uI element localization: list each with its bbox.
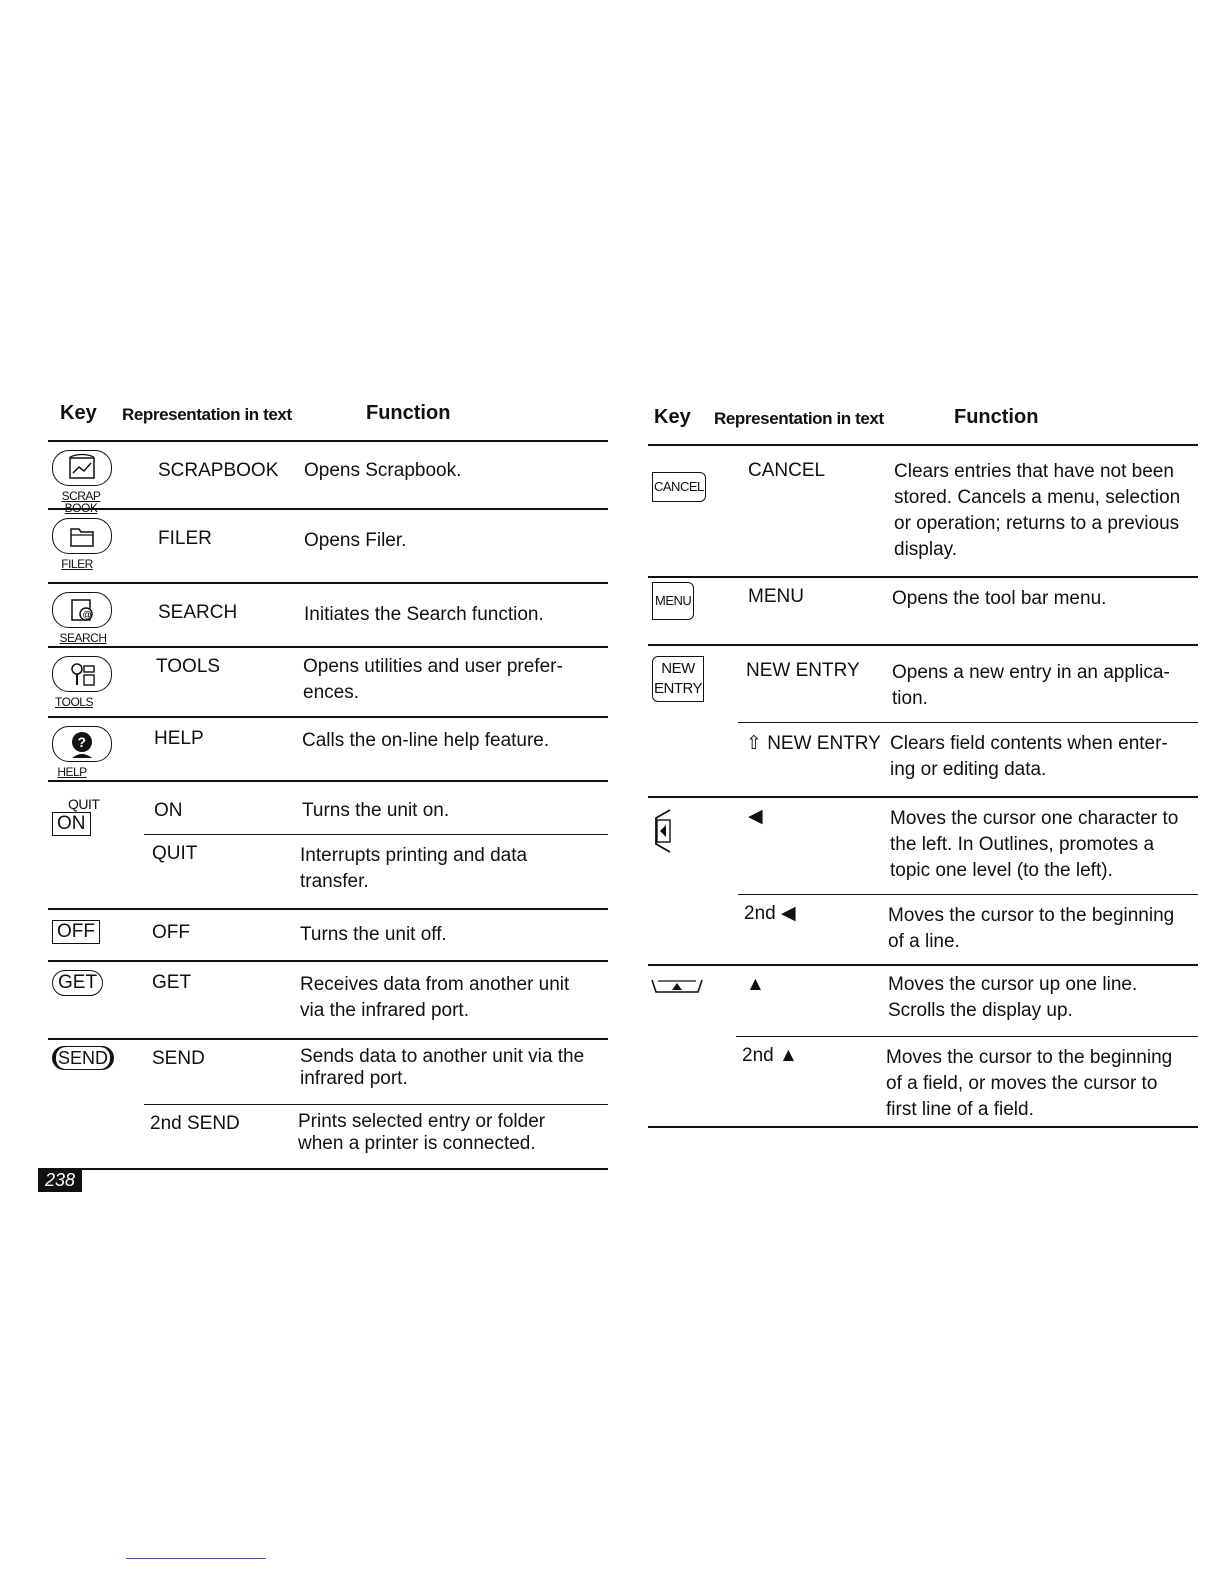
rep-filer: FILER: [158, 528, 212, 549]
send-key-label: SEND: [58, 1048, 109, 1068]
fn-get: Receives data from another unit via the infrared port.: [300, 974, 570, 1021]
rep-scrapbook: SCRAPBOOK: [158, 460, 279, 481]
sub-quit: [144, 834, 608, 907]
sub-send: [144, 1040, 608, 1104]
rep-shiftnewentry: ⇧ NEW ENTRY: [746, 733, 881, 754]
sub-on: [144, 782, 608, 834]
fn-tools: Opens utilities and user prefer-ences.: [303, 656, 563, 703]
svg-text:@: @: [82, 609, 92, 620]
fn-search: Initiates the Search function.: [304, 604, 544, 625]
page-number: 238: [38, 1168, 82, 1192]
fn-send2: Prints selected entry or folder when a printer is connected.: [298, 1111, 546, 1154]
rep-quit: QUIT: [152, 843, 198, 864]
rep-menu: MENU: [748, 586, 804, 607]
row-filer: [48, 510, 608, 584]
fn-shiftnewentry: Clears field contents when enter-ing or editing data.: [890, 733, 1168, 780]
rep-on: ON: [154, 800, 183, 821]
sub-send2: [144, 1104, 608, 1167]
row-off: [48, 912, 608, 962]
on-key-box: ON: [52, 812, 91, 836]
help-key-label: HELP: [57, 765, 87, 779]
scrapbook-key-icon: [52, 450, 112, 486]
rep-newentry: NEW ENTRY: [746, 660, 860, 681]
rep-cancel: CANCEL: [748, 460, 826, 481]
fn-menu: Opens the tool bar menu.: [892, 588, 1107, 609]
search-icon: [52, 592, 112, 628]
help-icon: [52, 726, 112, 762]
left-arrow-key-icon: [650, 808, 676, 854]
footer-line: [126, 1558, 266, 1559]
send-key-button: [52, 1046, 114, 1070]
fn-up-arrow: Moves the cursor up one line. Scrolls the display up.: [888, 974, 1138, 1021]
left-key-table: [48, 398, 608, 1170]
right-key-table: [648, 402, 1198, 1128]
row-send: [48, 1040, 608, 1170]
fn-filer: Opens Filer.: [304, 530, 407, 551]
rep-left-arrow: ◀: [748, 806, 763, 827]
row-search: [48, 584, 608, 648]
up-arrow-key-icon: [650, 976, 704, 996]
sub-left-arrow2: [738, 894, 1198, 963]
search-key: [52, 592, 132, 644]
row-newentry: [648, 646, 1198, 798]
rep-off: OFF: [152, 922, 190, 943]
filer-key-label: FILER: [61, 557, 93, 571]
header-function: Function: [954, 406, 1039, 428]
sub-left-arrow: [738, 798, 1198, 894]
fn-up-arrow2: Moves the cursor to the beginning of a field, or moves the cursor to first line of a field.: [886, 1047, 1173, 1120]
fn-quit: Interrupts printing and data transfer.: [300, 845, 528, 892]
rep-left-arrow2: 2nd ◀: [744, 903, 796, 924]
row-tools: [48, 648, 608, 718]
on-key: [52, 796, 132, 836]
rep-get: GET: [152, 972, 192, 993]
fn-left-arrow2: Moves the cursor to the beginning of a line.: [888, 905, 1175, 952]
send-key: [52, 1046, 132, 1070]
fn-cancel: Clears entries that have not been stored. Cancels a menu, selection or operation; returns to a previous display.: [894, 461, 1181, 560]
cancel-key-box: CANCEL: [652, 472, 706, 502]
rep-send: SEND: [152, 1048, 205, 1069]
rep-send2: 2nd SEND: [150, 1113, 240, 1134]
row-menu: [648, 578, 1198, 646]
scrapbook-key-label: SCRAP BOOK: [61, 489, 101, 515]
row-help: [48, 718, 608, 782]
scrapbook-key: [52, 450, 132, 514]
menu-key: [652, 582, 732, 620]
new-entry-key-label-entry: ENTRY: [654, 680, 703, 697]
fn-off: Turns the unit off.: [300, 924, 447, 945]
header-key: Key: [60, 402, 97, 424]
rep-search: SEARCH: [158, 602, 238, 623]
tools-key-label: TOOLS: [55, 695, 93, 709]
left-arrow-key: [650, 808, 730, 859]
help-key: [52, 726, 132, 778]
rep-up-arrow2: 2nd ▲: [742, 1045, 798, 1066]
fn-on: Turns the unit on.: [302, 800, 450, 821]
tools-icon: [52, 656, 112, 692]
new-entry-key-box: [652, 656, 704, 702]
cancel-key: [652, 472, 732, 502]
folder-icon: [52, 518, 112, 554]
off-key-box: OFF: [52, 920, 100, 944]
header-key: Key: [654, 406, 691, 428]
row-left-arrow: [648, 798, 1198, 966]
fn-send: Sends data to another unit via the infrared port.: [300, 1046, 585, 1089]
row-on-quit: [48, 782, 608, 910]
row-scrapbook: [48, 442, 608, 515]
row-get: [48, 962, 608, 1040]
rep-up-arrow: ▲: [746, 974, 765, 995]
sub-newentry: [738, 646, 1198, 722]
menu-key-box: MENU: [652, 582, 694, 620]
sub-shiftnewentry: [738, 722, 1198, 793]
left-table-header: [48, 398, 608, 442]
sub-up-arrow: [736, 966, 1198, 1036]
up-arrow-key: [650, 976, 730, 1001]
new-entry-key-label-new: NEW: [661, 660, 695, 677]
fn-left-arrow: Moves the cursor one character to the left. In Outlines, promotes a topic one level (to the left).: [890, 808, 1179, 881]
sub-up-arrow2: [736, 1036, 1198, 1125]
new-entry-key: [652, 656, 732, 702]
tools-key: [52, 656, 132, 708]
header-function: Function: [366, 402, 451, 424]
get-key-button: GET: [52, 970, 103, 996]
fn-newentry: Opens a new entry in an applica-tion.: [892, 662, 1170, 709]
rep-help: HELP: [154, 728, 204, 749]
header-representation: Representation in text: [714, 409, 884, 428]
row-up-arrow: [648, 966, 1198, 1128]
rep-tools: TOOLS: [156, 656, 221, 677]
get-key: [52, 970, 132, 996]
filer-key: [52, 518, 132, 570]
right-table-header: [648, 402, 1198, 446]
fn-scrapbook: Opens Scrapbook.: [304, 460, 462, 481]
header-representation: Representation in text: [122, 405, 292, 424]
off-key: [52, 920, 132, 944]
fn-help: Calls the on-line help feature.: [302, 730, 550, 751]
on-key-quit-label: QUIT: [68, 796, 100, 812]
svg-text:?: ?: [77, 734, 87, 750]
row-cancel: [648, 446, 1198, 578]
search-key-label: SEARCH: [59, 631, 107, 645]
